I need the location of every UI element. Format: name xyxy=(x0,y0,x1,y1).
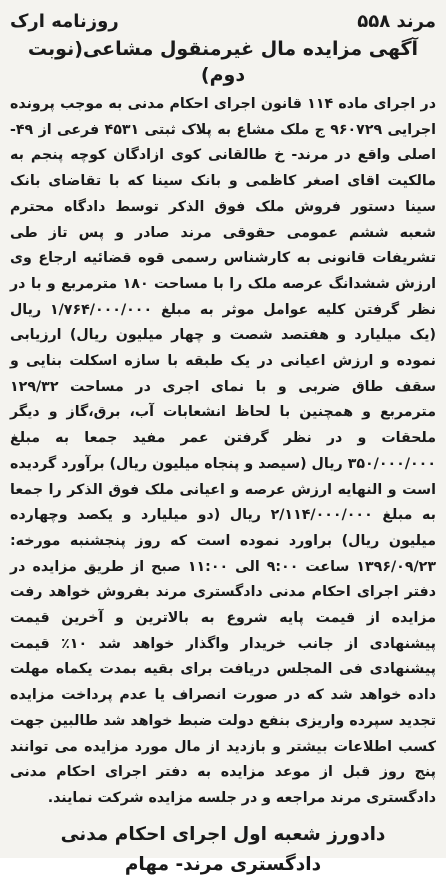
signature-line-1: دادورز شعبه اول اجرای احکام مدنی xyxy=(60,823,386,845)
issue-code: مرند ۵۵۸ xyxy=(357,10,436,32)
notice-body-text: در اجرای ماده ۱۱۴ قانون اجرای احکام مدنی به موجب پرونده اجرایی ۹۶۰۷۲۹ ج ملک مشاع به پلاک ثبتی ۴۵۳۱ فرعی از ۴۹- اصلی واقع در مرند- خ طالقانی کوی ازادگان کوچه پنجم به مالکیت اقای اصغر کاظمی و بانک سینا که با تقاضای بانک سینا دستور فروش ملک فوق الذکر توسط دادگاه محترم شعبه ششم عمومی حقوقی مرند صادر و پس تاز طی تشریفات قانونی به کارشناس رسمی قوه قضائیه ارجاع وی ارزش ششدانگ عرصه ملک را با مساحت ۱۸۰ مترمربع و با در نظر گرفتن کلیه عوامل موثر به مبلغ ۱/۷۶۴/۰۰۰/۰۰۰ ریال (یک میلیارد و هفتصد شصت و چهار میلیون ریال) ارزیابی نموده و ارزش اعیانی در یک طبقه با سازه اسکلت بنایی و سقف طاق ضربی و با نمای اجری در مساحت ۱۲۹/۳۲ مترمربع و همچنین با لحاظ انشعابات آب، برق،گاز و دیگر ملحقات و در نظر گرفتن عمر مفید جمعا به مبلغ ۳۵۰/۰۰۰/۰۰۰ ریال (سیصد و پنجاه میلیون ریال) برآورد گردیده است و النهایه ارزش عرصه و اعیانی ملک فوق الذکر را جمعا به مبلغ ۲/۱۱۴/۰۰۰/۰۰۰ ریال (دو میلیارد و یکصد وچهارده میلیون ریال) براورد نموده است که روز پنجشنبه مورخه: ۱۳۹۶/۰۹/۲۳ ساعت ۹:۰۰ الی ۱۱:۰۰ صبح از طریق مزایده در دفتر اجرای احکام مدنی دادگستری مرند بفروش خواهد رفت مزایده از قیمت پایه شروع به بالاترین و آخرین قیمت پیشنهادی از جانب خریدار واگذار خواهد شد ۱۰٪ قیمت پیشنهادی فی المجلس دریافت برای بقیه بمدت یکماه مهلت داده خواهد شد که در صورت انصراف یا عدم پرداخت مزایده تجدید سپرده واریزی بنفع دولت ضبط خواهد شد طالبین جهت کسب اطلاعات بیشتر و بازدید از مال مورد مزایده می توانند پنج روز قبل از موعد مزایده به دفتر اجرای احکام مدنی دادگستری مرند مراجعه و در جلسه مزایده شرکت نمایند. xyxy=(10,96,437,806)
notice-title: آگهی مزایده مال غیرمنقول مشاعی(نوبت دوم) xyxy=(27,38,419,86)
newspaper-name: روزنامه ارک xyxy=(10,10,119,32)
clipping-header xyxy=(10,8,436,34)
notice-body xyxy=(10,92,436,812)
signature-line-2: دادگستری مرند- مهام xyxy=(124,853,322,875)
signature-block xyxy=(10,820,436,880)
